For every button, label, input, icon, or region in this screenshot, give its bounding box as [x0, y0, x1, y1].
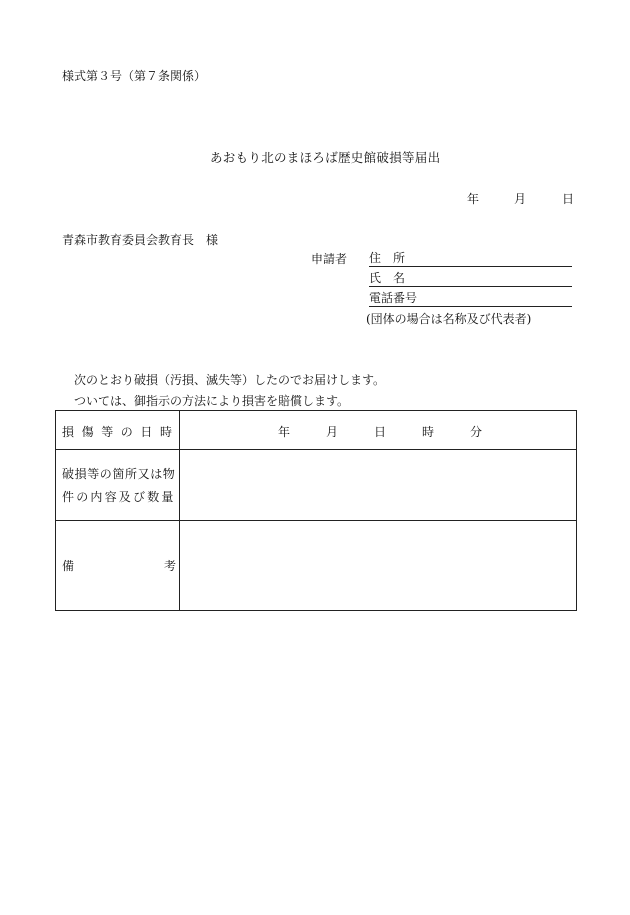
date-year-label: 年: [467, 192, 480, 206]
table-row-divider: [56, 520, 576, 521]
body-text-line2: ついては、御指示の方法により損害を賠償します。: [74, 394, 350, 408]
damage-location-label-line2: 件の内容及び数量: [62, 490, 176, 504]
document-title: あおもり北のまほろば歴史館破損等届出: [210, 150, 441, 165]
label-char: 傷: [81, 425, 94, 439]
label-char: 時: [159, 425, 172, 439]
damage-report-table: [55, 410, 577, 611]
date-day-label: 日: [562, 192, 575, 206]
addressee: 青森市教育委員会教育長 様: [62, 233, 219, 247]
damage-hour-label: 時: [422, 425, 435, 439]
address-field[interactable]: [369, 252, 572, 267]
name-label: 氏 名: [369, 271, 406, 285]
date-month-label: 月: [514, 192, 527, 206]
remarks-label-right: 考: [164, 559, 177, 573]
phone-field[interactable]: [369, 292, 572, 307]
body-text-line1: 次のとおり破損（汚損、滅失等）したのでお届けします。: [74, 373, 386, 387]
label-char: 損: [62, 425, 75, 439]
address-label: 住 所: [369, 251, 406, 265]
damage-minute-label: 分: [470, 425, 483, 439]
name-field[interactable]: [369, 272, 572, 287]
table-row-divider: [56, 449, 576, 450]
submission-date: [0, 193, 630, 207]
group-note: (団体の場合は名称及び代表者): [366, 312, 532, 326]
damage-location-label-line1: 破損等の箇所又は物: [62, 467, 176, 481]
label-char: 等: [101, 425, 114, 439]
damage-month-label: 月: [326, 425, 339, 439]
remarks-label-left: 備: [62, 559, 75, 573]
damage-year-label: 年: [278, 425, 291, 439]
damage-day-label: 日: [374, 425, 387, 439]
form-number: 様式第３号（第７条関係）: [62, 69, 207, 83]
table-column-divider: [179, 411, 180, 610]
label-char: 日: [140, 425, 153, 439]
label-char: の: [120, 425, 133, 439]
damage-date-field[interactable]: [56, 426, 576, 440]
applicant-label: 申請者: [311, 252, 348, 266]
phone-label: 電話番号: [369, 291, 418, 305]
